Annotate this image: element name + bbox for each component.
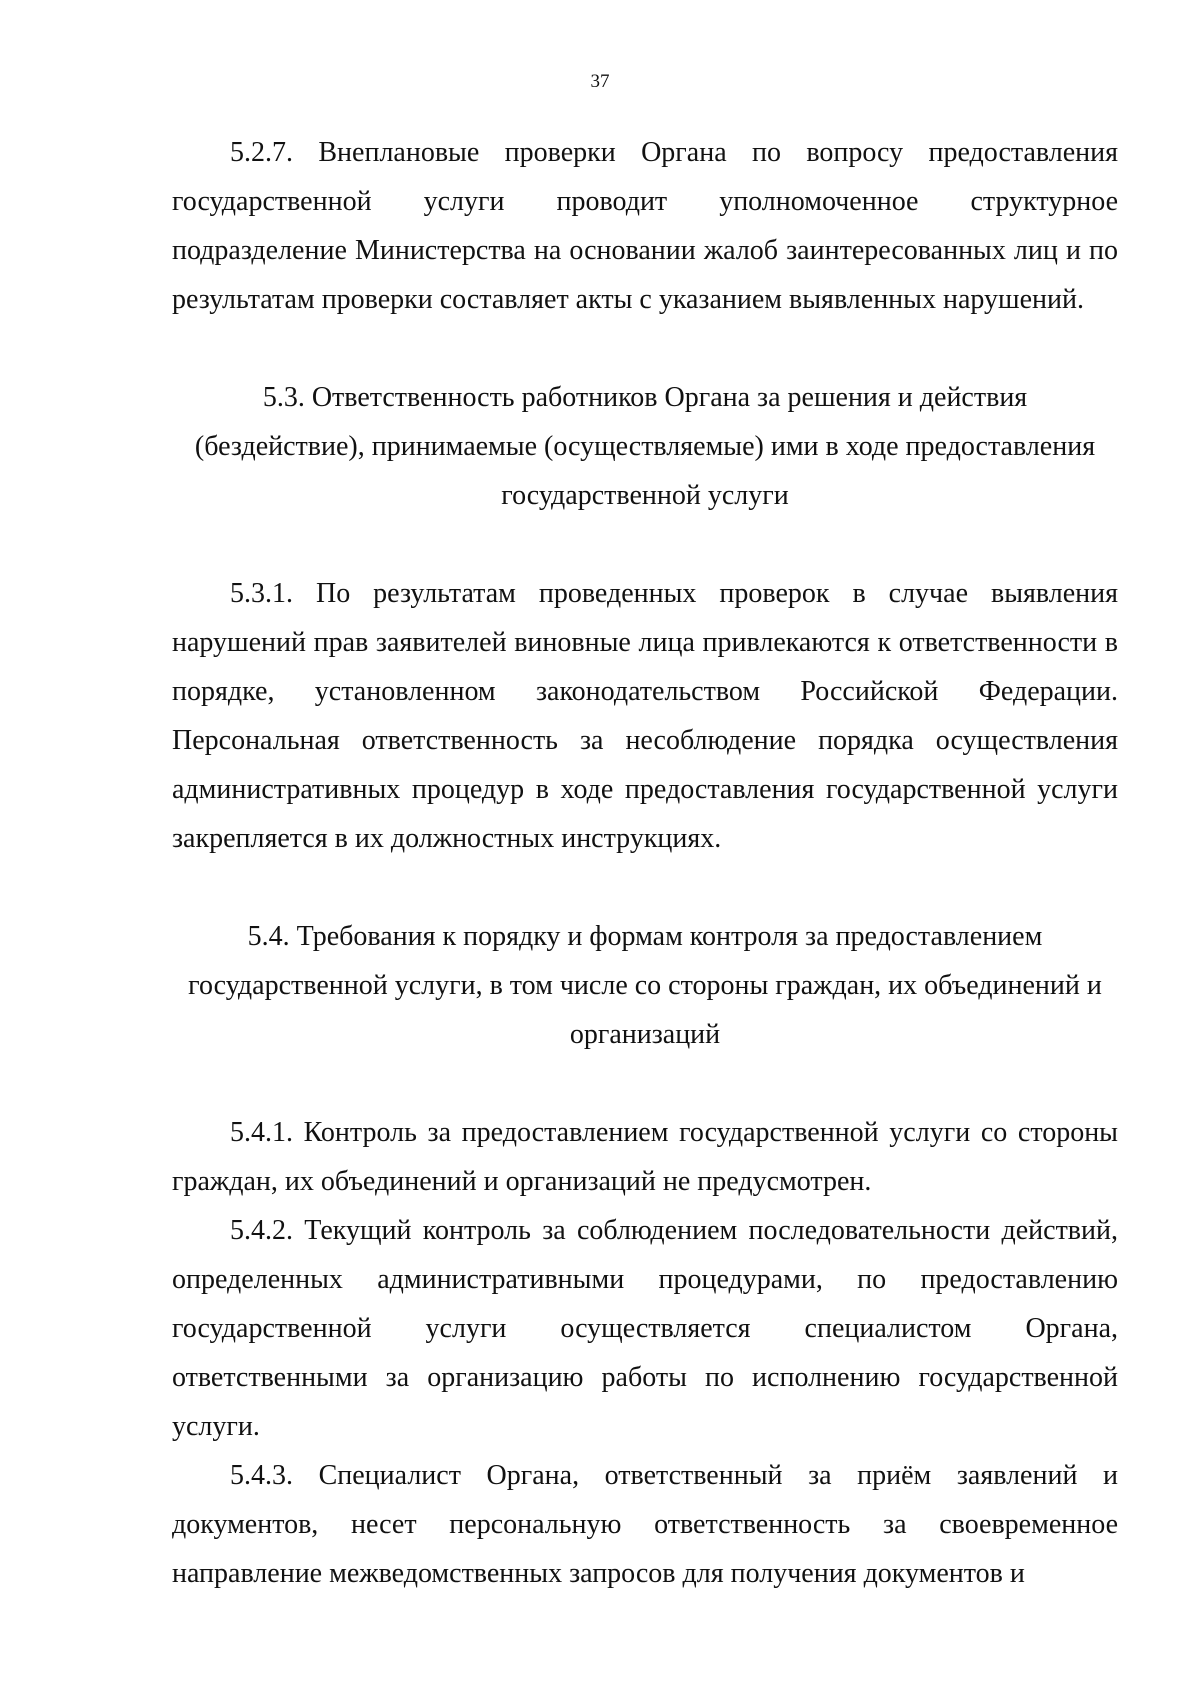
paragraph-5-4-3: 5.4.3. Специалист Органа, ответственный за приём заявлений и документов, несет персональную ответственность за своевременное направление межведомственных запросов для получения документов и — [172, 1460, 1118, 1589]
paragraph-5-2-7: 5.2.7. Внеплановые проверки Органа по вопросу предоставления государственной услуги проводит уполномоченное структурное подразделение Министерства на основании жалоб заинтересованных лиц и по результатам проверки составляет акты с указанием выявленных нарушений. — [172, 137, 1118, 315]
spacer — [172, 520, 1118, 569]
paragraph-5-3-1: 5.3.1. По результатам проведенных проверок в случае выявления нарушений прав заявителей виновные лица привлекаются к ответственности в порядке, установленном законодательством Российской Федерации. Персональная ответственность за несоблюдение порядка осуществления административных процедур в ходе предоставления государственной услуги закрепляется в их должностных инструкциях. — [172, 578, 1118, 854]
spacer — [172, 863, 1118, 912]
spacer — [172, 324, 1118, 373]
paragraph-5-4-2: 5.4.2. Текущий контроль за соблюдением последовательности действий, определенных административными процедурами, по предоставлению государственной услуги осуществляется специалистом Органа, ответственными за организацию работы по исполнению государственной услуги. — [172, 1215, 1118, 1442]
section-heading-5-3: 5.3. Ответственность работников Органа за решения и действия (бездействие), принимаемые (осуществляемые) ими в ходе предоставления государственной услуги — [194, 382, 1096, 511]
paragraph-5-4-1: 5.4.1. Контроль за предоставлением государственной услуги со стороны граждан, их объединений и организаций не предусмотрен. — [172, 1117, 1118, 1197]
page-number: 37 — [590, 71, 610, 92]
spacer — [172, 1059, 1118, 1108]
document-body — [172, 128, 1118, 1598]
section-heading-5-4: 5.4. Требования к порядку и формам контроля за предоставлением государственной услуги, в том числе со стороны граждан, их объединений и организаций — [188, 921, 1102, 1050]
